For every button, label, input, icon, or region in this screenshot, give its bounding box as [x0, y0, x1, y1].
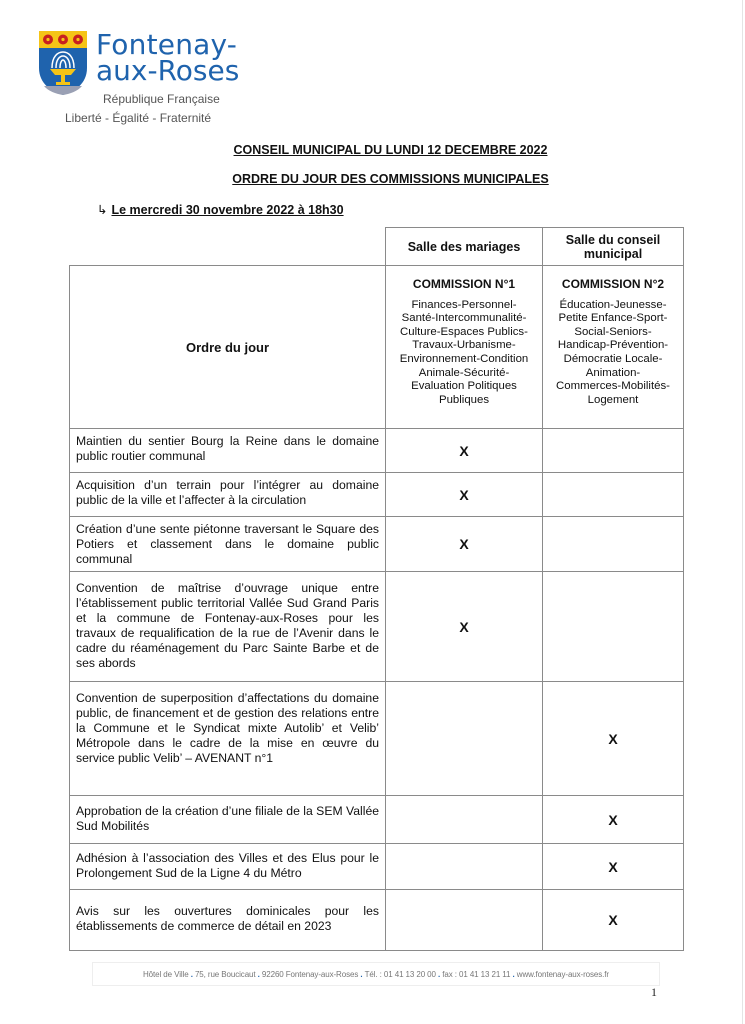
city-name-line2: aux-Roses — [96, 54, 240, 87]
agenda-item-text: Convention de superposition d’affectations du domaine public, de financement et de gestion des relations entre la Commune et le Syndicat mixte Autolib’ et Velib’ Métropole dans le cadre de la mise en œuvre du service public Velib’ – AVENANT n°1 — [76, 691, 379, 765]
agenda-item — [69, 795, 386, 844]
mark-x: X — [608, 730, 618, 747]
commission-topic: Evaluation Politiques — [411, 380, 517, 393]
mark-x: X — [459, 536, 469, 552]
meeting-date — [97, 202, 344, 217]
city-name-line1: Fontenay- — [96, 28, 238, 61]
mark-x: X — [459, 442, 469, 459]
commission-topic: Handicap-Prévention- — [557, 339, 669, 352]
agenda-item-text: Approbation de la création d’une filiale de la SEM Vallée Sud Mobilités — [76, 804, 379, 833]
agenda-item-text: Acquisition d’un terrain pour l’intégrer au domaine public de la ville et l’affecter à la circulation — [76, 478, 379, 507]
commission-1-mark — [385, 428, 543, 473]
mark-x: X — [459, 486, 469, 503]
commission-1-mark — [385, 889, 543, 951]
coat-of-arms-icon — [38, 30, 88, 96]
meeting-date-text: Le mercredi 30 novembre 2022 à 18h30 — [111, 203, 344, 217]
commission-1-header — [385, 265, 543, 429]
commission-1-mark — [385, 472, 543, 517]
room-label: Salle du conseil municipal — [565, 232, 661, 261]
agenda-item — [69, 472, 386, 517]
agenda-header — [69, 265, 386, 429]
footer-website: www.fontenay-aux-roses.fr — [516, 969, 609, 979]
commission-2-mark — [542, 428, 684, 473]
commission-1-mark — [385, 795, 543, 844]
agenda-item-text: Création d’une sente piétonne traversant le Square des Potiers et classement dans le domaine public communal — [76, 522, 379, 566]
commission-topic: Démocratie Locale- — [563, 352, 663, 365]
agenda-item — [69, 889, 386, 951]
commission-topic: Éducation-Jeunesse- — [559, 298, 667, 311]
republic-label: République Française — [103, 92, 220, 106]
commission-topic: Petite Enfance-Sport- — [558, 312, 668, 325]
page-footer: Hôtel de Ville . 75, rue Boucicaut . 92260 Fontenay-aux-Roses . Tél. : 01 41 13 20 00 . fax : 01 41 13 21 11 . www.fontenay-aux-roses.fr — [92, 962, 660, 986]
commission-topic: Animation- — [585, 366, 641, 379]
commission-topic: Culture-Espaces Publics- — [400, 325, 528, 338]
commission-1-mark — [385, 843, 543, 890]
commission-topic: Commerces-Mobilités- — [556, 380, 670, 393]
document-title: CONSEIL MUNICIPAL DU LUNDI 12 DECEMBRE 2022 — [233, 143, 548, 157]
mark-x: X — [608, 811, 618, 828]
room-header-2 — [542, 227, 684, 266]
commission-topic: Logement — [587, 393, 639, 406]
mark-x: X — [608, 858, 618, 875]
agenda-item — [69, 571, 386, 682]
commission-2-mark — [542, 516, 684, 572]
commission-2-mark — [542, 795, 684, 844]
agenda-item-text: Maintien du sentier Bourg la Reine dans le domaine public routier communal — [76, 434, 379, 463]
commission-title: COMMISSION N°2 — [561, 277, 665, 291]
commission-topic: Environnement-Condition — [399, 352, 529, 365]
document-subtitle: ORDRE DU JOUR DES COMMISSIONS MUNICIPALES — [232, 172, 549, 186]
hand-pointing-arrow-icon: ↳ — [97, 203, 108, 217]
agenda-item — [69, 428, 386, 473]
motto-label: Liberté - Égalité - Fraternité — [65, 111, 212, 125]
commission-1-mark — [385, 571, 543, 682]
agenda-item-text: Adhésion à l’association des Villes et des Elus pour le Prolongement Sud de la Ligne 4 du Métro — [76, 851, 379, 880]
commission-2-mark — [542, 681, 684, 796]
room-label: Salle des mariages — [407, 239, 521, 254]
commission-2-header — [542, 265, 684, 429]
footer-phone: Tél. : 01 41 13 20 00 — [364, 969, 436, 979]
commission-topic: Finances-Personnel- — [411, 298, 517, 311]
agenda-header-label: Ordre du jour — [185, 339, 270, 355]
footer-address-part: 92260 Fontenay-aux-Roses — [261, 969, 359, 979]
commission-title: COMMISSION N°1 — [412, 277, 516, 291]
mark-x: X — [608, 912, 618, 928]
commission-topic: Publiques — [438, 393, 490, 406]
mark-x: X — [459, 618, 469, 635]
agenda-item-text: Avis sur les ouvertures dominicales pour les établissements de commerce de détail en 2023 — [76, 904, 379, 933]
agenda-item — [69, 681, 386, 796]
room-header-1 — [385, 227, 543, 266]
page-number: 1 — [651, 985, 657, 999]
commission-topic: Social-Seniors- — [574, 325, 652, 338]
commission-1-mark — [385, 516, 543, 572]
agenda-item — [69, 843, 386, 890]
commission-2-mark — [542, 472, 684, 517]
commission-2-mark — [542, 571, 684, 682]
commission-topic: Travaux-Urbanisme- — [412, 339, 516, 352]
commission-topic: Santé-Intercommunalité- — [401, 312, 527, 325]
footer-address-part: 75, rue Boucicaut — [194, 969, 256, 979]
commission-2-mark — [542, 843, 684, 890]
commission-topic: Animale-Sécurité- — [418, 366, 510, 379]
footer-fax: fax : 01 41 13 21 11 — [442, 969, 511, 979]
footer-address-part: Hôtel de Ville — [142, 969, 189, 979]
agenda-item — [69, 516, 386, 572]
commission-1-mark — [385, 681, 543, 796]
agenda-item-text: Convention de maîtrise d’ouvrage unique entre l’établissement public territorial Vallée Sud Grand Paris et la commune de Fontenay-aux-Roses pour les travaux de requalification de la rue de l’Avenir dans le cadre du réaménagement du Parc Sainte Barbe et de ses abords — [76, 581, 379, 670]
commission-2-mark — [542, 889, 684, 951]
